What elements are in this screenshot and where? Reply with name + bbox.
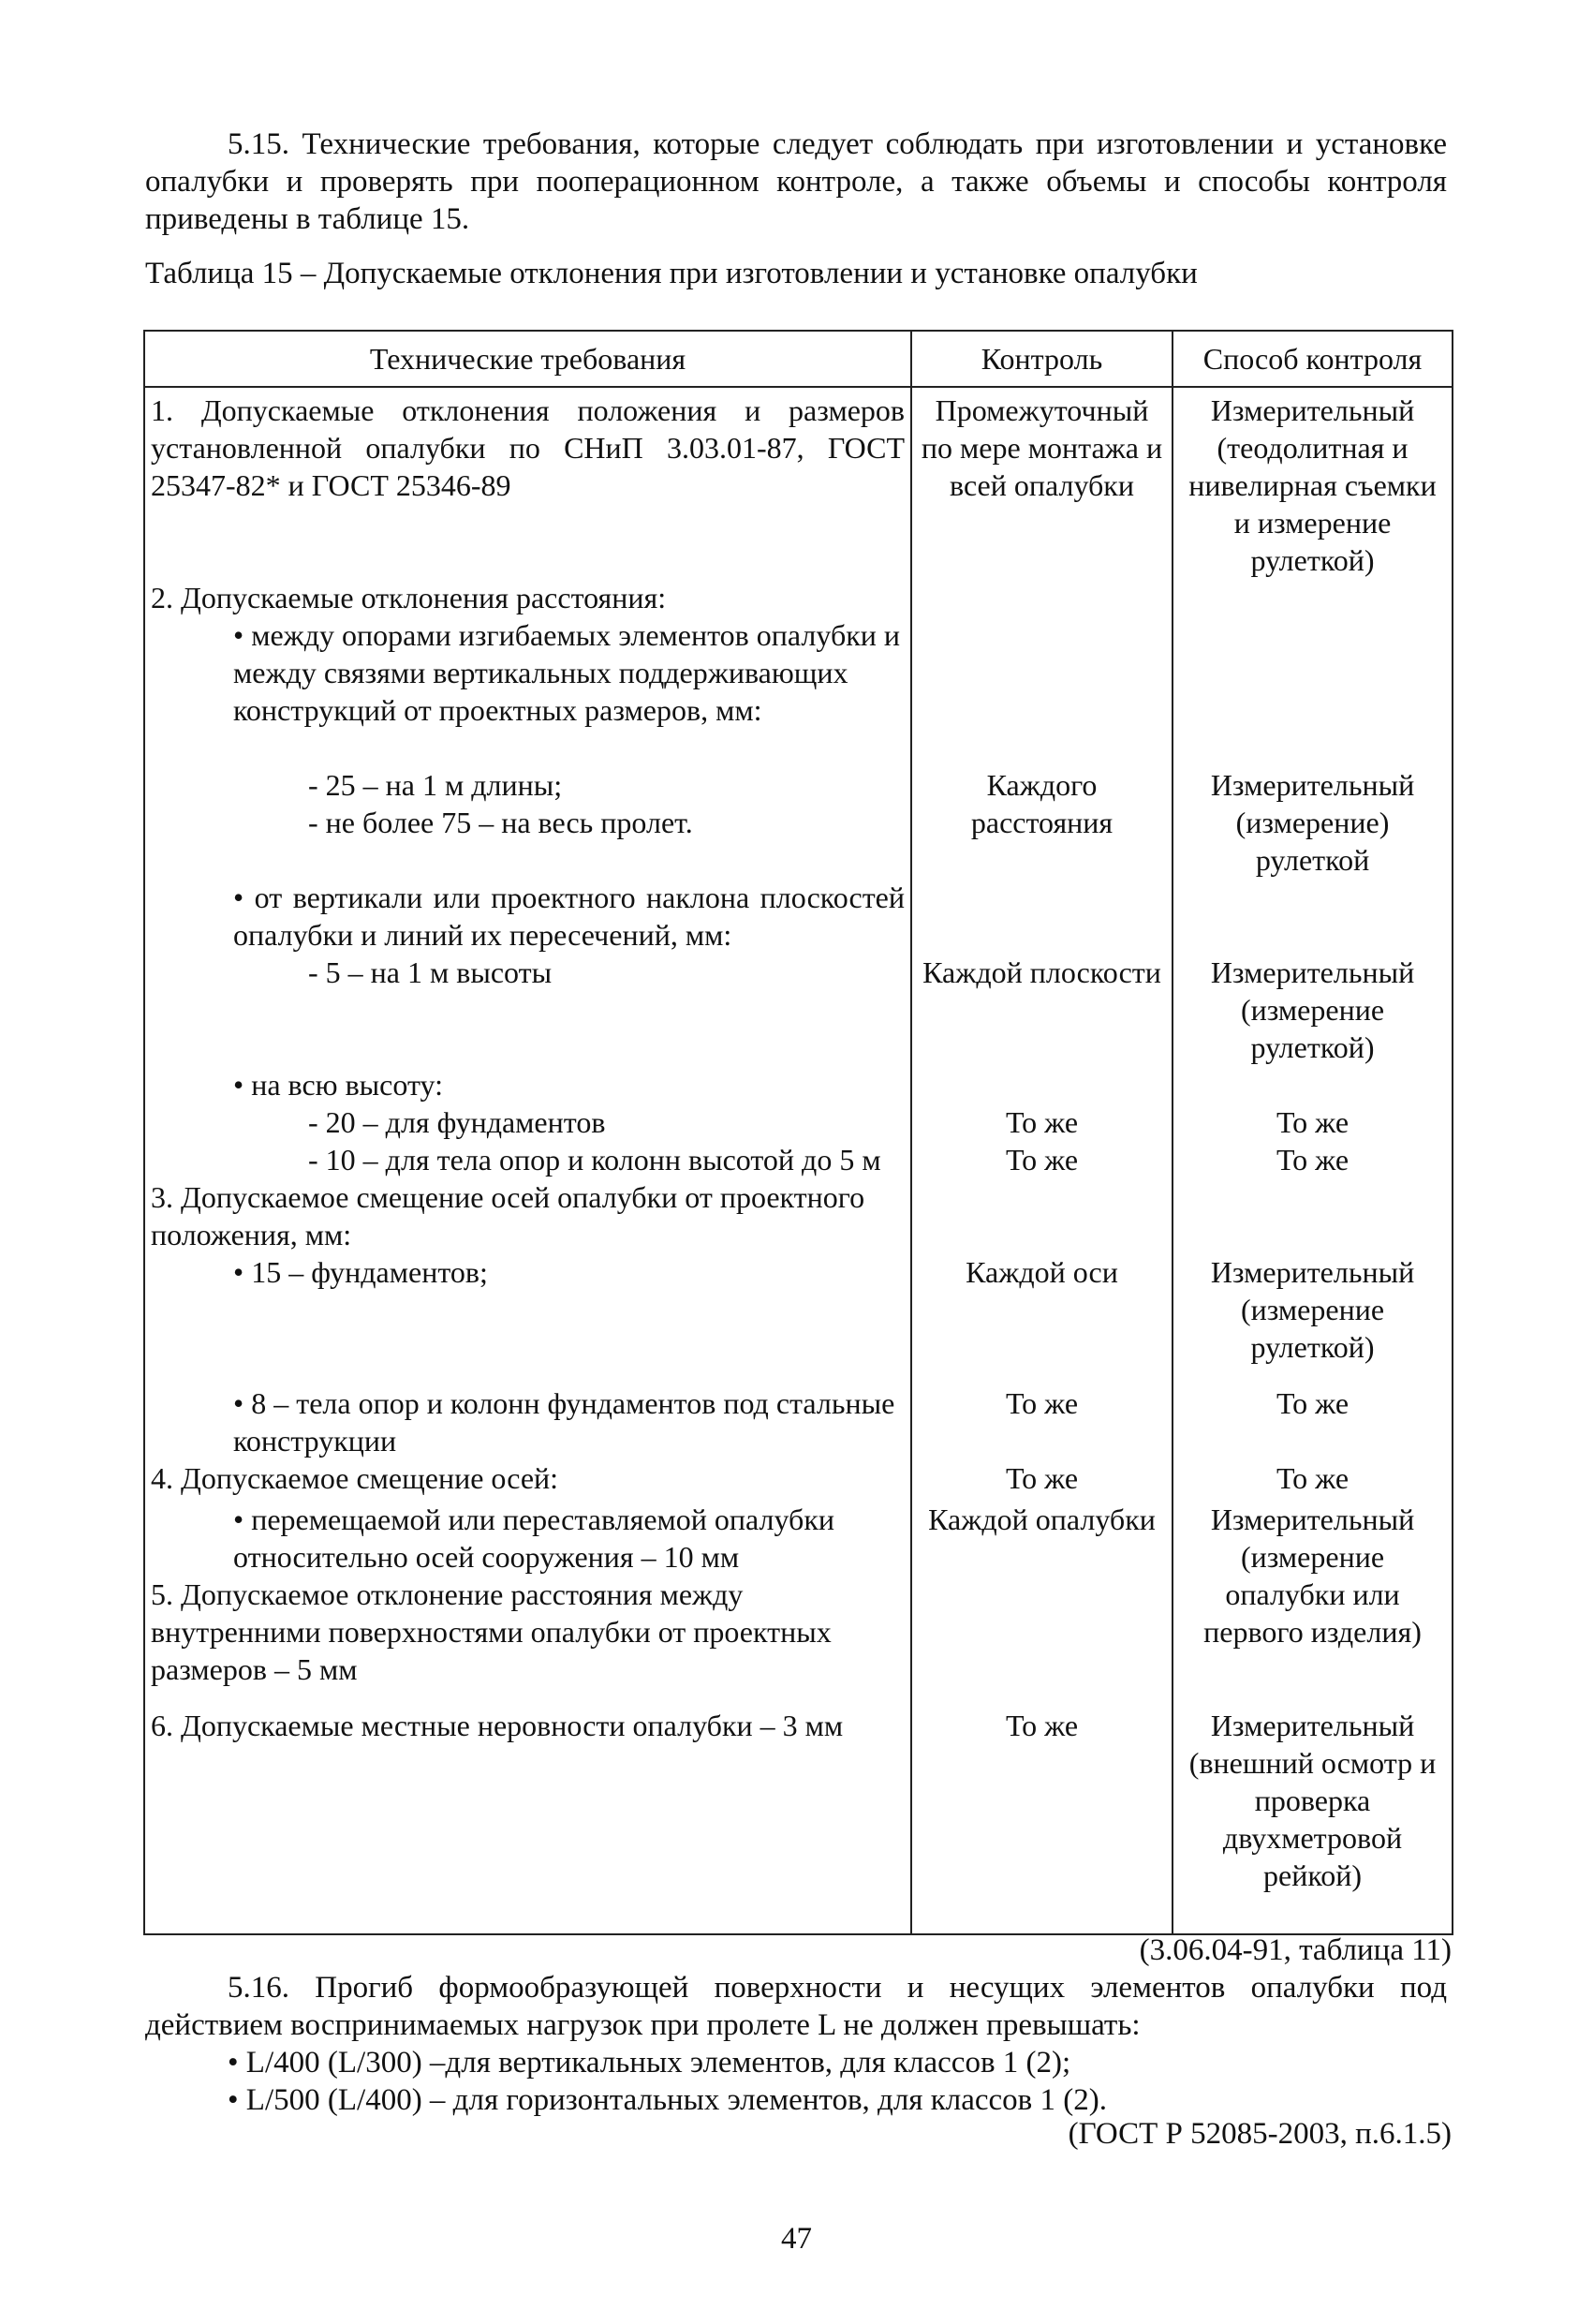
requirement-2b1: - 5 – на 1 м высоты — [308, 955, 553, 989]
method-6: Измерительный (измерение рулеткой) — [1210, 1255, 1415, 1364]
paragraph-number: 5.15. — [228, 127, 289, 161]
method-4: То же — [1276, 1105, 1350, 1139]
bullet-item-horizontal: • L/500 (L/400) – для горизонтальных элементов, для классов 1 (2). — [228, 2083, 1107, 2117]
control-2: Каждого расстояния — [970, 768, 1114, 839]
deviation-table — [143, 330, 1453, 1935]
requirement-2a — [151, 616, 905, 729]
requirements-cell — [144, 387, 911, 1934]
paragraph-text: Технические требования, которые следует соблюдать при изготовлении и установке опалубки и проверять при пооперационном контроле, а также объемы и способы контроля приведены в таблице 15. — [145, 127, 1447, 236]
control-6: Каждой оси — [966, 1255, 1118, 1289]
requirement-4a: • перемещаемой или переставляемой опалубки относительно осей сооружения – 10 мм — [233, 1502, 834, 1574]
method-5: То же — [1276, 1143, 1350, 1177]
method-8: То же — [1276, 1461, 1350, 1495]
requirement-3: 3. Допускаемое смещение осей опалубки от проектного положения, мм: — [151, 1180, 865, 1251]
control-7: То же — [1005, 1386, 1079, 1420]
control-cell — [911, 387, 1173, 1934]
requirement-1: 1. Допускаемые отклонения положения и размеров установленной опалубки по СНиП 3.03.01-87, ГОСТ 25347-82* и ГОСТ 25346-89 — [151, 393, 905, 502]
paragraph-5-16 — [145, 1969, 1447, 2044]
control-5: То же — [1005, 1143, 1079, 1177]
control-4: То же — [1005, 1105, 1079, 1139]
bullet-item-vertical: • L/400 (L/300) –для вертикальных элементов, для классов 1 (2); — [228, 2046, 1071, 2080]
requirement-2c1: - 20 – для фундаментов — [308, 1105, 606, 1139]
method-7: То же — [1276, 1386, 1350, 1420]
requirement-4: 4. Допускаемое смещение осей: — [151, 1461, 559, 1495]
paragraph-5-15 — [145, 126, 1447, 238]
header-control: Контроль — [911, 331, 1173, 387]
method-3: Измерительный (измерение рулеткой) — [1210, 955, 1415, 1064]
paragraph-number: 5.16. — [228, 1971, 289, 2005]
method-9: Измерительный (измерение опалубки или первого изделия) — [1203, 1502, 1422, 1649]
method-1: Измерительный (теодолитная и нивелирная съемки и измерение рулеткой) — [1188, 393, 1437, 577]
requirement-6: 6. Допускаемые местные неровности опалубки – 3 мм — [151, 1709, 844, 1742]
control-1: Промежуточный по мере монтажа и всей опалубки — [921, 393, 1163, 502]
requirement-2: 2. Допускаемые отклонения расстояния: — [151, 581, 667, 614]
control-8: То же — [1005, 1461, 1079, 1495]
requirement-3b: • 8 – тела опор и колонн фундаментов под стальные конструкции — [233, 1386, 895, 1458]
requirement-2a2: - не более 75 – на весь пролет. — [308, 806, 693, 839]
table-caption: Таблица 15 – Допускаемые отклонения при изготовлении и установке опалубки — [145, 257, 1198, 290]
paragraph-text: Прогиб формообразующей поверхности и несущих элементов опалубки под действием воспринимаемых нагрузок при пролете L не должен превышать: — [145, 1971, 1447, 2042]
control-10: То же — [1005, 1709, 1079, 1742]
method-10: Измерительный (внешний осмотр и проверка двухметровой рейкой) — [1188, 1709, 1437, 1892]
header-method: Способ контроля — [1173, 331, 1453, 387]
requirement-2a-text: • между опорами изгибаемых элементов опалубки и между связями вертикальных поддерживающих конструкций от проектных размеров, мм: — [233, 618, 901, 727]
control-9: Каждой опалубки — [928, 1502, 1156, 1536]
page-number: 47 — [781, 2222, 812, 2256]
table-source-reference: (3.06.04-91, таблица 11) — [1139, 1933, 1452, 1967]
header-requirements: Технические требования — [144, 331, 911, 387]
table-body-row — [144, 387, 1453, 1934]
gost-reference: (ГОСТ Р 52085-2003, п.6.1.5) — [1068, 2117, 1452, 2151]
method-2: Измерительный (измерение) рулеткой — [1210, 768, 1415, 877]
requirement-2b: • от вертикали или проектного наклона плоскостей опалубки и линий их пересечений, мм: — [233, 881, 905, 952]
requirement-2c2: - 10 – для тела опор и колонн высотой до 5 м — [308, 1143, 881, 1177]
requirement-2c: • на всю высоту: — [233, 1068, 443, 1102]
control-3: Каждой плоскости — [922, 955, 1161, 989]
requirement-5: 5. Допускаемое отклонение расстояния между внутренними поверхностями опалубки от проектных размеров – 5 мм — [151, 1577, 832, 1686]
method-cell — [1173, 387, 1453, 1934]
requirement-2a1: - 25 – на 1 м длины; — [308, 768, 563, 802]
requirement-3a: • 15 – фундаментов; — [233, 1255, 488, 1289]
table-header-row — [144, 331, 1453, 387]
